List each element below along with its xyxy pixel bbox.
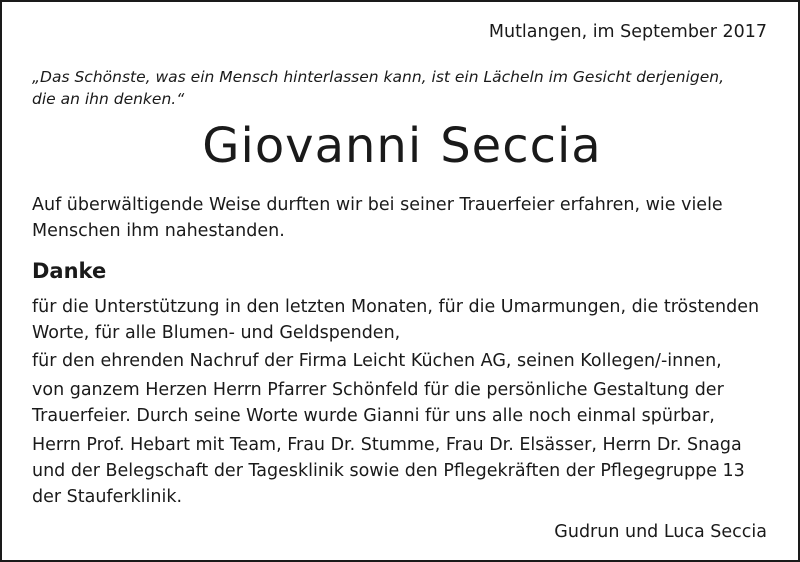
paragraph-line: für die Unterstützung in den letzten Monaten, für die Umarmungen, die tröstenden [32,297,760,317]
thanks-paragraph [32,377,724,429]
thanks-heading: Danke [32,259,107,283]
thanks-paragraph [32,432,745,510]
first-name: Giovanni [202,118,423,174]
thanks-paragraph [32,294,759,346]
intro-line: Auf überwältigende Weise durften wir bei seiner Trauerfeier erfahren, wie viele [32,195,723,215]
quote [32,66,724,110]
paragraph-line: Worte, für alle Blumen- und Geldspenden, [32,323,401,343]
paragraph-line: der Stauferklinik. [32,487,183,507]
paragraph-line: für den ehrenden Nachruf der Firma Leicht Küchen AG, seinen Kollegen/-innen, [32,351,722,371]
thanks-paragraph [32,348,722,374]
last-name: Seccia [440,118,602,174]
quote-line: die an ihn denken.“ [32,90,185,108]
paragraph-line: Herrn Prof. Hebart mit Team, Frau Dr. Stumme, Frau Dr. Elsässer, Herrn Dr. Snaga [32,435,742,455]
paragraph-line: von ganzem Herzen Herrn Pfarrer Schönfeld für die persönliche Gestaltung der [32,380,724,400]
intro-line: Menschen ihm nahestanden. [32,221,285,241]
intro-text [32,192,723,244]
signature: Gudrun und Luca Seccia [554,522,767,542]
deceased-name [2,118,800,174]
paragraph-line: Trauerfeier. Durch seine Worte wurde Gianni für uns alle noch einmal spürbar, [32,406,715,426]
paragraph-line: und der Belegschaft der Tagesklinik sowie den Pflegekräften der Pflegegruppe 13 [32,461,745,481]
quote-line: „Das Schönste, was ein Mensch hinterlassen kann, ist ein Lächeln im Gesicht derjenigen, [32,68,725,86]
place-date: Mutlangen, im September 2017 [488,22,767,42]
